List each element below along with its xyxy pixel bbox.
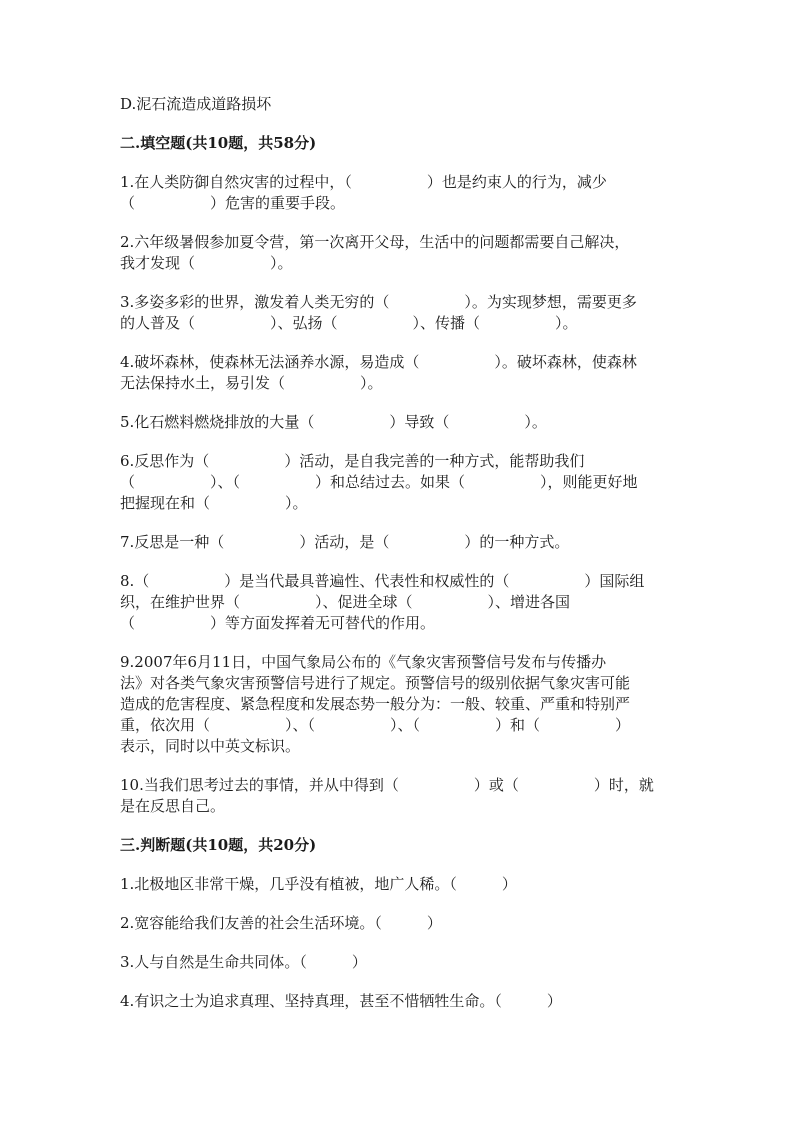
section3-heading: 三.判断题(共10题，共20分) — [120, 836, 317, 854]
fill-question-4 — [120, 352, 680, 394]
fill-question-9 — [120, 652, 680, 757]
section3-heading-block — [120, 835, 680, 856]
question-line: 3.人与自然是生命共同体。（ ） — [120, 953, 367, 971]
question-line: 是在反思自己。 — [120, 797, 226, 815]
question-line: 法》对各类气象灾害预警信号进行了规定。预警信号的级别依据气象灾害可能 — [120, 674, 631, 692]
question-line: （ ）等方面发挥着无可替代的作用。 — [120, 614, 436, 632]
fill-question-2 — [120, 232, 680, 274]
fill-question-5 — [120, 412, 680, 433]
question-line: 6.反思作为（ ）活动，是自我完善的一种方式，能帮助我们 — [120, 452, 585, 470]
option-d-text: D.泥石流造成道路损坏 — [120, 95, 272, 113]
question-line: 8.（ ）是当代最具普遍性、代表性和权威性的（ ）国际组 — [120, 572, 645, 590]
question-line: 织，在维护世界（ ）、促进全球（ ）、增进各国 — [120, 593, 571, 611]
question-line: 9.2007年6月11日，中国气象局公布的《气象灾害预警信号发布与传播办 — [120, 653, 607, 671]
question-line: 我才发现（ ）。 — [120, 254, 293, 272]
question-line: 5.化石燃料燃烧排放的大量（ ）导致（ ）。 — [120, 413, 547, 431]
question-line: 1.在人类防御自然灾害的过程中，（ ）也是约束人的行为，减少 — [120, 173, 607, 191]
fill-question-6 — [120, 451, 680, 514]
fill-question-7 — [120, 532, 680, 553]
question-line: 造成的危害程度、紧急程度和发展态势一般分为：一般、较重、严重和特别严 — [120, 695, 631, 713]
section2-heading-block — [120, 133, 680, 154]
judge-question-1 — [120, 874, 680, 895]
question-line: 4.有识之士为追求真理、坚持真理，甚至不惜牺牲生命。（ ） — [120, 992, 562, 1010]
section2-heading: 二.填空题(共10题，共58分) — [120, 134, 317, 152]
fill-question-3 — [120, 292, 680, 334]
question-line: 4.破坏森林，使森林无法涵养水源，易造成（ ）。破坏森林，使森林 — [120, 353, 637, 371]
question-line: 3.多姿多彩的世界，激发着人类无穷的（ ）。为实现梦想，需要更多 — [120, 293, 637, 311]
question-line: 2.六年级暑假参加夏令营，第一次离开父母，生活中的问题都需要自己解决， — [120, 233, 630, 251]
fill-question-1 — [120, 172, 680, 214]
question-line: 1.北极地区非常干燥，几乎没有植被，地广人稀。（ ） — [120, 875, 517, 893]
question-line: 7.反思是一种（ ）活动，是（ ）的一种方式。 — [120, 533, 570, 551]
question-line: 无法保持水土，易引发（ ）。 — [120, 374, 383, 392]
question-line: （ ）危害的重要手段。 — [120, 194, 346, 212]
fill-question-8 — [120, 571, 680, 634]
judge-question-2 — [120, 913, 680, 934]
question-line: 表示，同时以中英文标识。 — [120, 737, 301, 755]
judge-question-3 — [120, 952, 680, 973]
document-page — [120, 94, 680, 1030]
fill-question-10 — [120, 775, 680, 817]
question-line: 重，依次用（ ）、（ ）、（ ）和（ ） — [120, 716, 631, 734]
question-line: 2.宽容能给我们友善的社会生活环境。（ ） — [120, 914, 442, 932]
question-line: 把握现在和（ ）。 — [120, 494, 308, 512]
option-d — [120, 94, 680, 115]
question-line: 10.当我们思考过去的事情，并从中得到（ ）或（ ）时，就 — [120, 776, 654, 794]
question-line: 的人普及（ ）、弘扬（ ）、传播（ ）。 — [120, 314, 578, 332]
judge-question-4 — [120, 991, 680, 1012]
question-line: （ ）、（ ）和总结过去。如果（ ），则能更好地 — [120, 473, 638, 491]
